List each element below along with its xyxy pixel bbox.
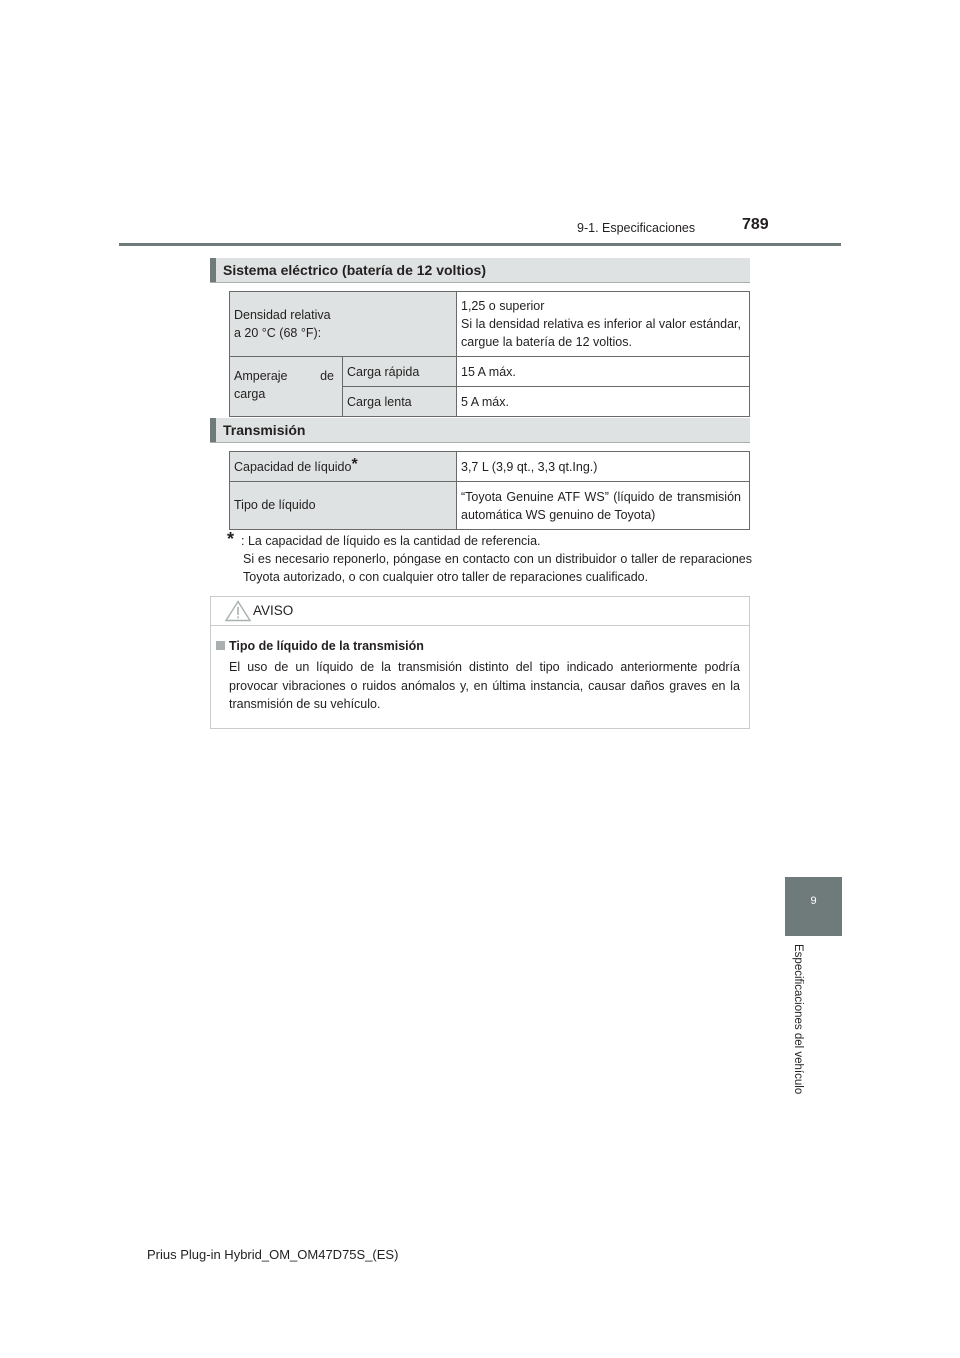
bullet-square-icon — [216, 641, 225, 650]
density-label: Densidad relativa a 20 °C (68 °F): — [230, 292, 457, 357]
footnote-star: * — [227, 529, 235, 549]
chapter-number: 9 — [810, 895, 817, 907]
fast-charge-label: Carga rápida — [343, 357, 457, 387]
table-row — [230, 357, 750, 387]
transmission-section-title: Transmisión — [223, 422, 306, 438]
fast-charge-value: 15 A máx. — [457, 357, 750, 387]
warning-triangle-icon — [225, 600, 251, 627]
warning-item-heading: Tipo de líquido de la transmisión — [216, 639, 424, 653]
amperage-label: Amperaje de carga — [230, 357, 343, 417]
transmission-section-heading — [210, 418, 750, 443]
fluid-capacity-label: Capacidad de líquido* — [230, 452, 457, 482]
slow-charge-value: 5 A máx. — [457, 387, 750, 417]
section-title: 9-1. Especificaciones — [577, 221, 696, 235]
heading-marker — [210, 418, 216, 442]
footnote-line: : La capacidad de líquido es la cantidad de referencia. — [241, 534, 541, 548]
footnote-marker: * — [351, 456, 358, 473]
footer-text: Prius Plug-in Hybrid_OM_OM47D75S_(ES) — [147, 1247, 399, 1262]
electrical-spec-table — [229, 291, 750, 417]
footnote-text: Si es necesario reponerlo, póngase en contacto con un distribuidor o taller de reparaciones Toyota autorizado, o con cualquier otro taller de reparaciones cualificado. — [243, 552, 752, 584]
heading-marker — [210, 258, 216, 282]
electrical-section-heading — [210, 258, 750, 283]
transmission-spec-table — [229, 451, 750, 530]
table-row — [230, 292, 750, 357]
table-row — [230, 452, 750, 482]
density-value: 1,25 o superior Si la densidad relativa es inferior al valor estándar, cargue la batería de 12 voltios. — [457, 292, 750, 357]
warning-title: AVISO — [253, 603, 294, 618]
chapter-tab[interactable] — [785, 877, 842, 936]
fluid-type-value: “Toyota Genuine ATF WS” (líquido de transmisión automática WS genuino de Toyota) — [457, 482, 750, 530]
chapter-label: Especificaciones del vehículo — [792, 944, 804, 1095]
fluid-capacity-value: 3,7 L (3,9 qt., 3,3 qt.Ing.) — [457, 452, 750, 482]
warning-text: El uso de un líquido de la transmisión distinto del tipo indicado anteriormente podría provocar vibraciones o ruidos anómalos y, en última instancia, causar daños graves en la transmisión de su vehículo. — [229, 660, 740, 711]
electrical-section-title: Sistema eléctrico (batería de 12 voltios) — [223, 262, 486, 278]
warning-box — [210, 596, 750, 729]
footnote — [227, 529, 752, 586]
warning-header — [211, 597, 749, 626]
slow-charge-label: Carga lenta — [343, 387, 457, 417]
header-divider — [119, 243, 841, 246]
page-number: 789 — [742, 216, 769, 233]
table-row — [230, 482, 750, 530]
fluid-type-label: Tipo de líquido — [230, 482, 457, 530]
